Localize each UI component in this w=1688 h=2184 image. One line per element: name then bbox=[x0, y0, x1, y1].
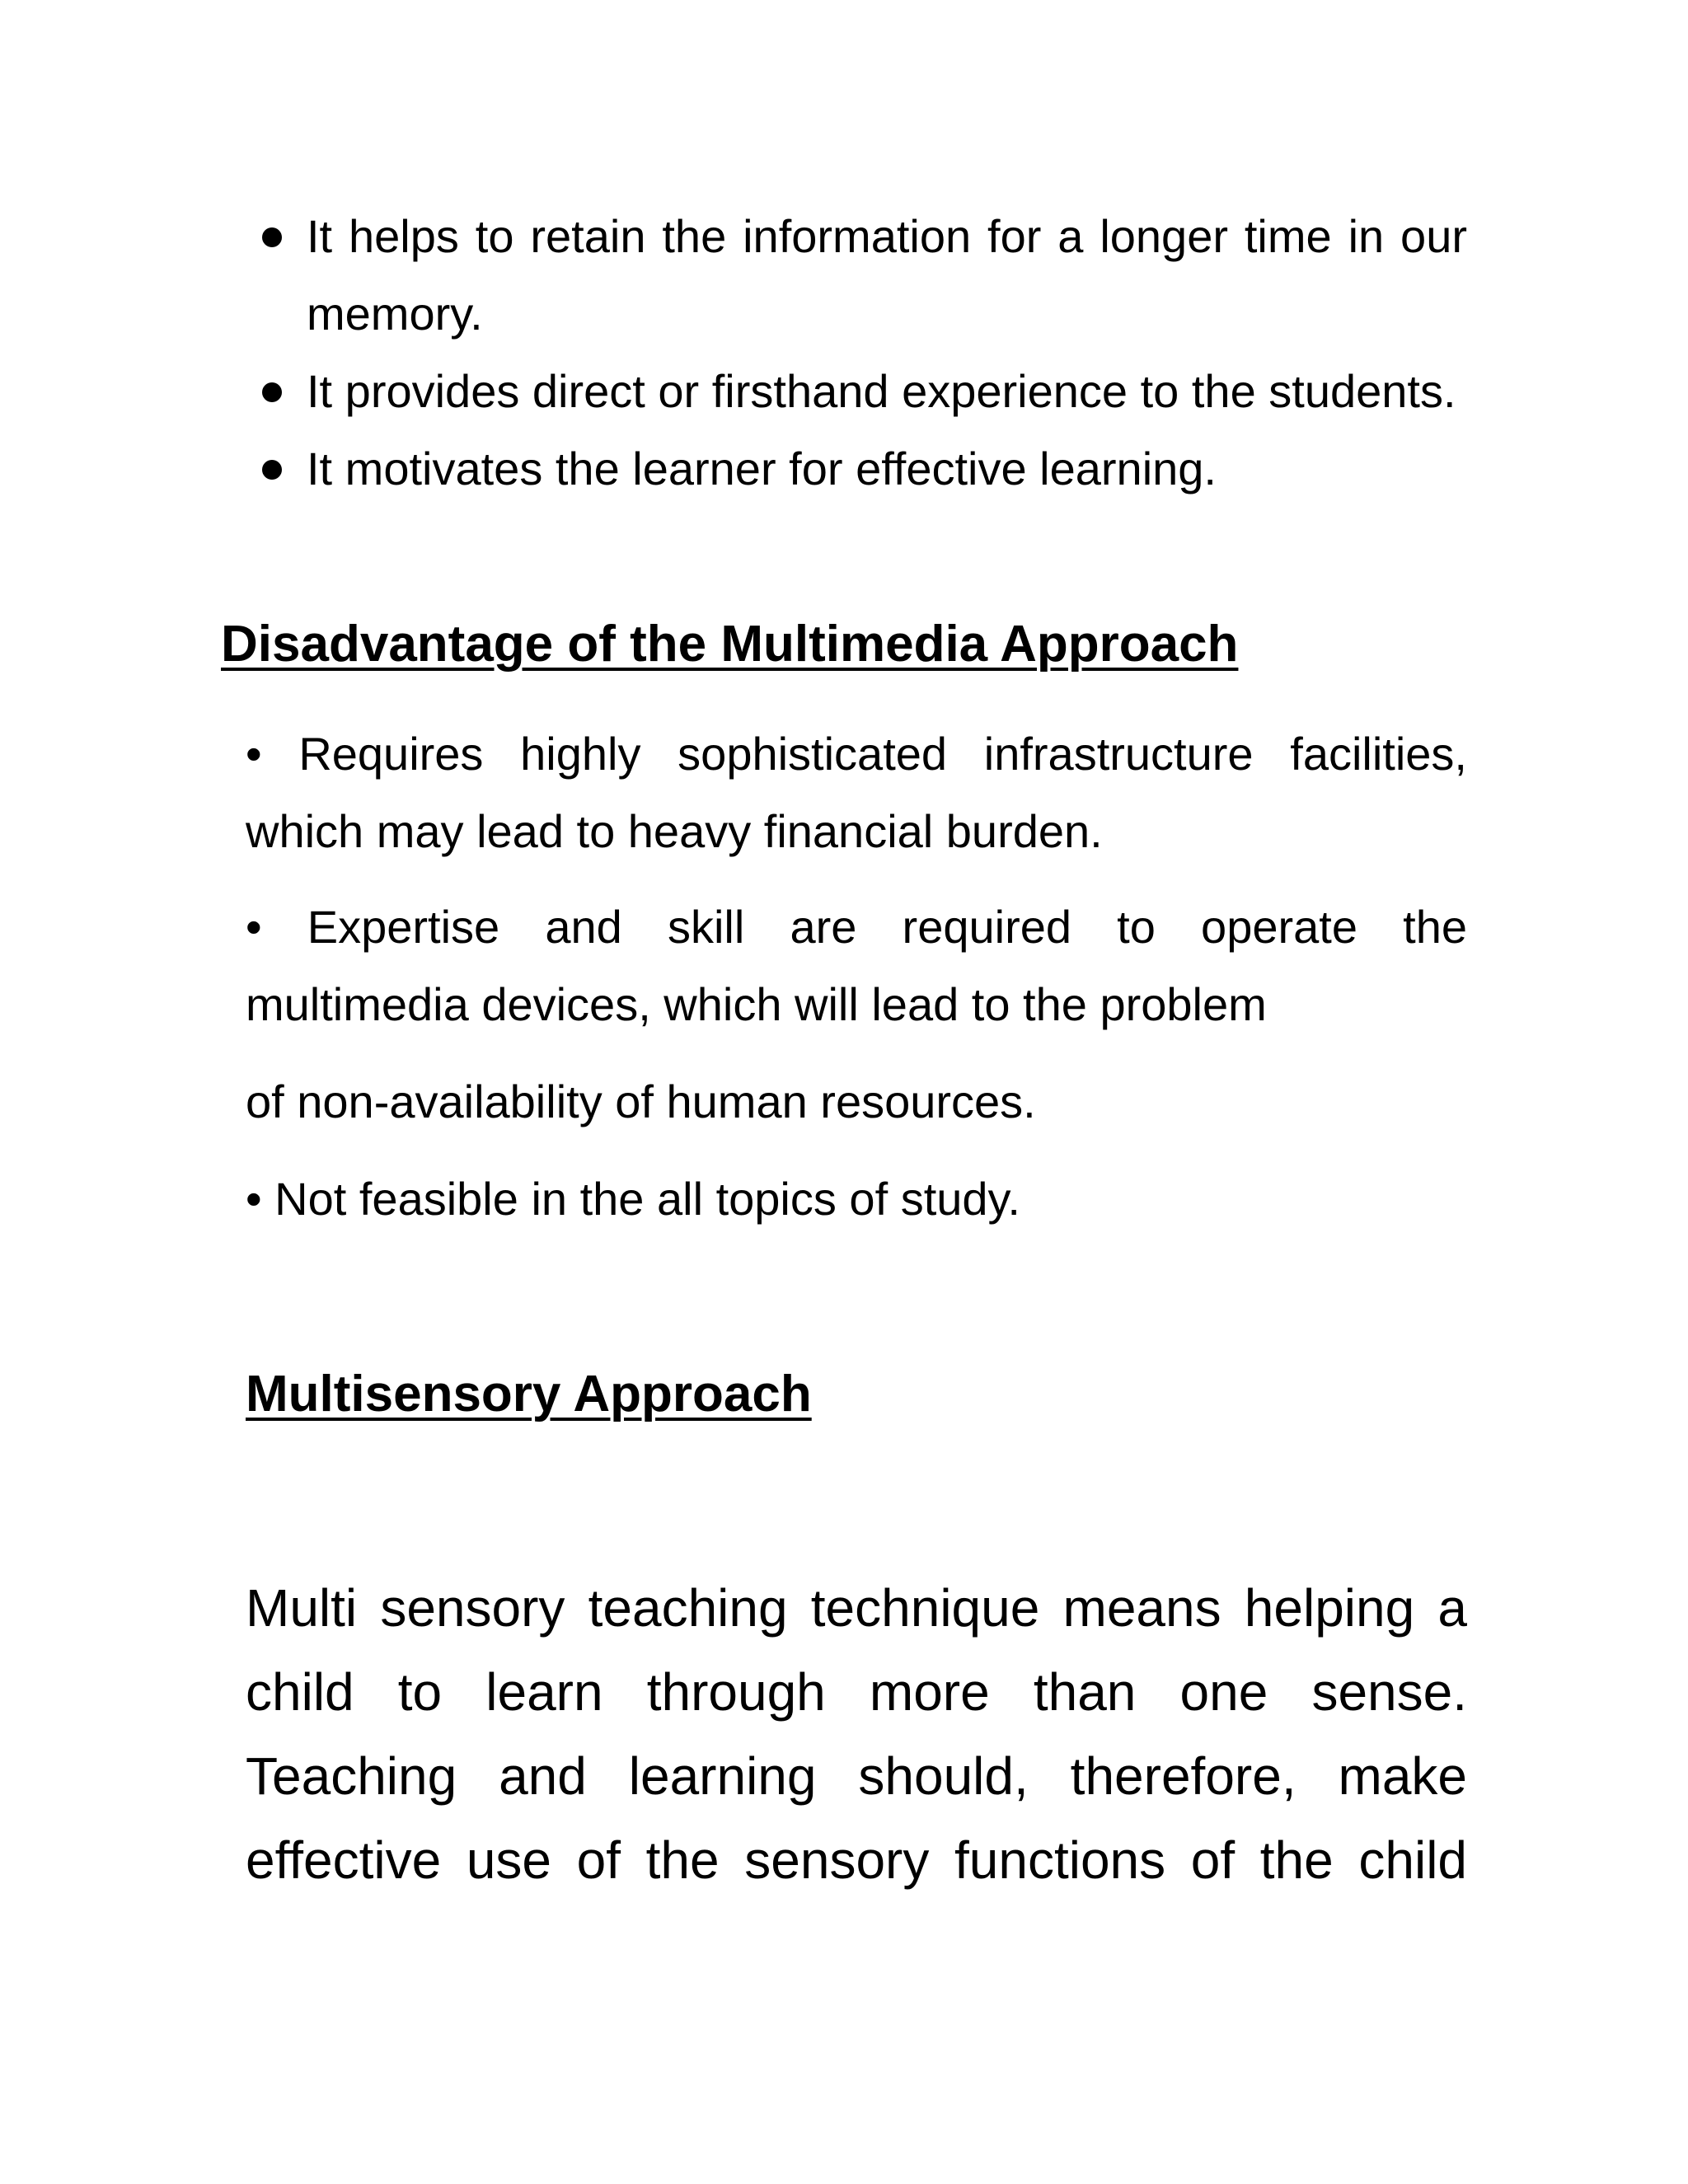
advantage-text: It provides direct or firsthand experience to the students. bbox=[307, 365, 1456, 417]
disadvantage-line: of non-availability of human resources. bbox=[246, 1076, 1036, 1127]
disadvantage-item-feasibility: • Not feasible in the all topics of study. bbox=[246, 1173, 1020, 1225]
bullet-icon bbox=[262, 227, 282, 247]
multisensory-heading: Multisensory Approach bbox=[246, 1366, 812, 1422]
disadvantage-item-expertise bbox=[246, 888, 1467, 1043]
advantage-text: It helps to retain the information for a longer time in our memory. bbox=[307, 210, 1467, 340]
list-item bbox=[247, 430, 1467, 508]
disadvantage-line: multimedia devices, which will lead to the problem bbox=[246, 978, 1267, 1030]
disadvantage-heading: Disadvantage of the Multimedia Approach bbox=[221, 616, 1239, 673]
bullet-icon bbox=[262, 382, 282, 402]
multisensory-paragraph: Multi sensory teaching technique means helping a child to learn through more than one sense. Teaching and learning should, therefore, make effective use of the sensory functions of the child bbox=[246, 1578, 1467, 1890]
list-item bbox=[247, 353, 1467, 430]
disadvantage-line: • Expertise and skill are required to operate the bbox=[246, 901, 1467, 953]
list-item bbox=[247, 198, 1467, 353]
advantages-list bbox=[247, 198, 1467, 508]
disadvantage-item-infrastructure: • Requires highly sophisticated infrastructure facilities, which may lead to heavy financial burden. bbox=[246, 728, 1467, 857]
bullet-icon bbox=[262, 460, 282, 480]
advantage-text: It motivates the learner for effective learning. bbox=[307, 443, 1217, 494]
